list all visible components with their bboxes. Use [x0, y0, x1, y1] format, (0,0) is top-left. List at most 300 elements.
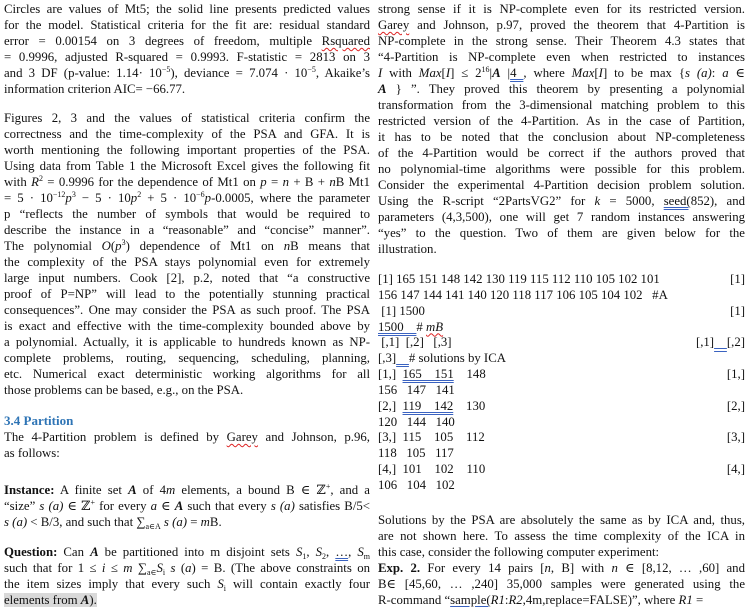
text-line: [378, 272, 745, 288]
text-run: 852), and: [690, 194, 745, 208]
text-run-i: p: [204, 191, 212, 205]
text-run: =: [266, 175, 283, 189]
text-run: ] ≤ 2: [450, 66, 482, 80]
text-run: with: [382, 66, 419, 80]
text-run: describe the instance in a “reasonable” and “concise” manner”.: [4, 223, 370, 237]
text-run: with: [4, 175, 32, 189]
text-run: restricted version of the 4-Partition. As in the case of Partition,: [378, 114, 745, 128]
text-run: the item sizes imply that every such: [4, 577, 218, 591]
text-run: consequences”. One may consider the PSA as such proof. The PSA: [4, 303, 370, 317]
text-run-u: [396, 351, 409, 365]
text-run-sup: 3: [121, 238, 126, 247]
text-run-b: Instance:: [4, 483, 55, 497]
text-run: [2,]: [378, 398, 403, 413]
text-line: [378, 304, 745, 320]
code-left: [378, 367, 486, 383]
text-line: [4, 318, 370, 334]
text-run: information criterion AIC= −66.77.: [4, 82, 186, 96]
text-run: A finite set: [54, 483, 129, 497]
text-run-sub: 1: [302, 552, 307, 561]
text-run: ∈ ℤ: [63, 499, 91, 513]
text-run: of the 4-Partition would be correct if the authors proved that: [378, 146, 745, 160]
text-run: (: [110, 239, 116, 253]
text-run-i: R1: [490, 593, 505, 607]
paragraph-experiment-2: [378, 560, 745, 608]
code-right: [730, 272, 745, 288]
text-run-u: 119 142: [402, 398, 454, 413]
text-line: [4, 429, 370, 445]
text-line: [378, 560, 745, 576]
text-run-u: 1500: [378, 319, 417, 334]
text-run-i: n: [611, 561, 618, 575]
text-run-i: s (a): [684, 66, 712, 80]
text-line: [4, 366, 370, 382]
text-run: the complexity of the PSA stays polynomial even for extremely: [4, 255, 370, 269]
text-run-sub: i: [223, 584, 227, 593]
text-line: [378, 193, 745, 209]
code-left: [378, 399, 485, 415]
text-line: [4, 445, 370, 461]
text-run: ∑: [132, 561, 147, 575]
text-run: =: [187, 515, 201, 529]
text-run: 120 144 140: [378, 414, 455, 429]
text-run: it has to be noted that the conclusion about NP-completeness: [378, 130, 745, 144]
code-right: [727, 430, 745, 446]
text-line: [378, 528, 745, 544]
code-left: [378, 415, 455, 431]
text-run: ∈: [728, 66, 745, 80]
text-run-h: ).: [89, 593, 97, 607]
text-run: # solutions by ICA: [408, 351, 506, 366]
text-line: [4, 286, 370, 302]
text-line: [378, 399, 745, 415]
paragraph-solutions-exp2: [378, 512, 745, 608]
text-run: satisfies B/5<: [294, 499, 370, 513]
text-run: [: [441, 66, 446, 80]
text-line: [378, 17, 745, 33]
text-run: such that every: [183, 499, 271, 513]
text-line: [4, 498, 370, 514]
text-run: 118 105 117: [378, 446, 454, 461]
text-line: [378, 383, 745, 399]
text-line: [378, 33, 745, 49]
text-run: those problems can be based, e.g., on the PSA.: [4, 383, 244, 397]
text-run: [2,]: [726, 398, 745, 413]
text-run: transformation from the 3-dimensional matching problem to this: [378, 98, 745, 112]
text-run-sub: i: [162, 568, 166, 577]
text-run: ,4m,replace=FALSE)”, where: [522, 593, 679, 607]
code-left: [378, 383, 455, 399]
text-run: , where: [523, 66, 572, 80]
text-line: [378, 81, 745, 97]
text-run: = 0.9996, adjusted R-squared = 0.9993. F-statistic = 2813 on 3: [4, 50, 370, 64]
text-line: [378, 462, 745, 478]
text-line: [378, 592, 745, 608]
text-run-sup: 16: [481, 65, 490, 74]
text-run-b: Exp. 2.: [378, 561, 421, 575]
paragraph-instance: [4, 482, 370, 530]
text-run-b: Question:: [4, 545, 58, 559]
text-run: and 3 DF (p-value: 1.14· 10: [4, 66, 162, 80]
text-run-hbi: A: [80, 593, 90, 607]
text-line: [4, 576, 370, 592]
text-run: [3,] 115 105 112: [378, 430, 485, 445]
text-line: [378, 97, 745, 113]
text-line: [4, 382, 370, 398]
text-line: [378, 113, 745, 129]
text-run: elements, a bound B ∈ ℤ: [175, 483, 326, 497]
text-run: #: [416, 319, 426, 334]
text-run: Using the R-script “2PartsVG2” for: [378, 194, 595, 208]
text-run: } ”. They proved this theorem by presenting a polynomial: [386, 82, 745, 96]
text-run: -0.0005, where the parameter: [211, 191, 370, 205]
text-run-i: Max: [571, 66, 595, 80]
text-line: [378, 1, 745, 17]
text-run-sup: −5: [161, 65, 171, 74]
text-run-i: s (a): [163, 515, 188, 529]
text-line: [4, 174, 370, 190]
text-line: [378, 241, 745, 257]
text-line: [378, 446, 745, 462]
text-run-i: n: [282, 175, 289, 189]
text-line: [4, 142, 370, 158]
text-run: this case, consider the following computer experiment:: [378, 545, 660, 559]
text-run-i: S: [357, 545, 364, 559]
text-run: B Mt1: [335, 175, 370, 189]
text-line: [4, 190, 370, 206]
code-right: [727, 399, 745, 415]
text-line: [378, 209, 745, 225]
text-run: B.: [209, 515, 222, 529]
text-run: Solutions by the PSA are absolutely the same as by ICA and, thus,: [378, 513, 745, 527]
text-run: and Johnson, p.97, proved the theorem that 4-Partition is: [409, 18, 745, 32]
text-run: Circles are values of Mt5; the solid line presents predicted values: [4, 2, 370, 16]
text-run: no polynomial-time algorithms were possible for this problem.: [378, 162, 745, 176]
text-run: 130: [453, 398, 486, 413]
text-run: as follows:: [4, 446, 60, 460]
text-run: The polynomial: [4, 239, 102, 253]
text-run-sub: m: [363, 552, 371, 561]
text-run-i: p: [260, 175, 267, 189]
text-line: [378, 367, 745, 383]
text-run-i: a: [150, 499, 158, 513]
text-run: correctness and the time-complexity of the PSA and GFA. It is: [4, 127, 370, 141]
text-line: [378, 225, 745, 241]
code-right: [727, 367, 745, 383]
text-line: [4, 1, 370, 17]
text-run: R-command “: [378, 593, 451, 607]
text-run: Using data from Table 1 the Microsoft Excel gives the following fit: [4, 159, 370, 173]
text-run: are not shown here. To assess the time complexity of the ICA in: [378, 529, 745, 543]
text-run: “4-Partition is NP-complete even when restricted to instances: [378, 50, 745, 64]
code-left: [378, 272, 660, 288]
text-run: illustration.: [378, 242, 437, 256]
text-run: proof of P=NP” will lead to the potentially stunning practical: [4, 287, 370, 301]
text-run: + B +: [288, 175, 330, 189]
code-left: [378, 446, 454, 462]
text-run: etc. Numerical exact deterministic working algorithms for all: [4, 367, 370, 381]
text-run: will contain exactly four: [226, 577, 370, 591]
text-run-i: p: [130, 191, 138, 205]
text-line: [378, 430, 745, 446]
text-run-i: s (a): [270, 499, 295, 513]
text-run-i: m: [166, 483, 176, 497]
paragraph-fit-statistics: [4, 1, 370, 97]
text-run-bi: A: [378, 82, 387, 96]
text-run-i: n: [329, 175, 336, 189]
text-run-u: sample(: [450, 593, 491, 607]
text-line: [4, 49, 370, 65]
text-run: , Akaike’s: [315, 66, 371, 80]
text-run-i: s (a): [4, 515, 28, 529]
text-line: [378, 320, 745, 336]
text-line: [4, 81, 370, 97]
text-run-i: p: [115, 239, 122, 253]
text-run: ), deviance = 7.074 · 10: [170, 66, 308, 80]
text-run-i: O: [101, 239, 111, 253]
text-run: Consider the experimental 4-Partition decision problem solution.: [378, 178, 745, 192]
text-run: is exact and effective with the time-complexity bounded above by: [4, 319, 370, 333]
paragraph-solutions: [378, 512, 745, 560]
text-run: such that for 1 ≤: [4, 561, 102, 575]
text-line: [378, 512, 745, 528]
text-run: , and a: [330, 483, 370, 497]
text-line: [4, 17, 370, 33]
text-run-sq: Rsquared: [321, 34, 370, 48]
text-run: [3,]: [726, 430, 745, 445]
code-left: [378, 288, 668, 304]
paragraph-psa-properties: [4, 110, 370, 398]
text-run-i: I: [598, 66, 603, 80]
text-line: [4, 560, 370, 576]
text-run-i: S: [315, 545, 323, 559]
text-run: [1] 1500: [378, 303, 425, 318]
text-run-h: elements from: [4, 593, 81, 607]
text-run-i: s (a): [39, 499, 64, 513]
text-run: [1] 165 151 148 142 130 119 115 112 110 105 102 101: [378, 272, 660, 286]
text-run: for the model. Statistical criteria for the fit are: residual standard: [4, 18, 370, 32]
text-run: ∈ [8,12, … ,60] and: [617, 561, 745, 575]
text-run: [,3]: [378, 351, 397, 366]
text-run: ,: [326, 545, 336, 559]
text-line: [378, 288, 745, 304]
text-run: ≤: [105, 561, 124, 575]
text-run: [,1] [,2] [,3]: [378, 335, 452, 350]
text-line: [378, 129, 745, 145]
text-run-i: S: [156, 561, 163, 575]
text-run: ) dependence of Mt1 on: [125, 239, 284, 253]
text-run: NP-complete in the strong sense. Their Theorem 4.3 states that: [378, 34, 745, 48]
text-run-sup: −12: [52, 190, 66, 199]
text-run-i: n: [544, 561, 551, 575]
text-run-i: p: [65, 191, 72, 205]
text-run-sup: −6: [196, 190, 205, 199]
paragraph-partition-definition: [4, 429, 370, 461]
text-run-sub: a∈A: [145, 522, 161, 531]
text-run: [4,]: [726, 462, 745, 477]
text-run-i: I: [445, 66, 451, 80]
text-run-sup: 2: [38, 174, 43, 183]
text-run: large input numbers. Cook [2], p.2, noted that “a constructive: [4, 271, 370, 285]
text-run: B means that: [290, 239, 370, 253]
text-run: of 4: [136, 483, 166, 497]
text-run: complete problems, routing, sequencing, scheduling, planning,: [4, 351, 370, 365]
text-run-i: m: [123, 561, 133, 575]
text-run: (: [175, 561, 186, 575]
code-right: [727, 462, 745, 478]
text-line: [4, 238, 370, 254]
text-run-u: seed(: [663, 194, 691, 208]
code-left: [378, 335, 452, 351]
text-run-u: …: [335, 545, 349, 559]
code-right: [730, 304, 745, 320]
text-run-u: [714, 335, 727, 349]
text-run-i: a: [185, 561, 192, 575]
text-run-i: s: [170, 561, 176, 575]
text-run: |: [500, 66, 511, 80]
text-run: “yes” to the question. Two of them are given below for the: [378, 226, 745, 240]
text-run: |: [489, 66, 493, 80]
text-line: [378, 65, 745, 81]
text-run: Can: [57, 545, 91, 559]
text-line: [378, 161, 745, 177]
text-run: :: [711, 66, 723, 80]
text-run: [4,] 101 102 110: [378, 462, 486, 477]
text-run: 148: [453, 367, 486, 382]
text-run: B∈ [45,60, … ,240] 35,000 samples were generated using the: [378, 577, 745, 591]
text-run: The 4-Partition problem is defined by: [4, 430, 227, 444]
text-run-i: i: [101, 561, 106, 575]
text-run-bi: A: [90, 545, 99, 559]
code-left: [378, 430, 485, 446]
text-line: [4, 126, 370, 142]
text-run: , B] with: [550, 561, 612, 575]
code-left: [378, 304, 425, 320]
text-line: [4, 514, 370, 530]
text-line: [378, 49, 745, 65]
text-line: [378, 335, 745, 351]
text-line: [4, 110, 370, 126]
text-run: Figures 2, 3 and the values of statistical criteria confirm the: [4, 111, 370, 125]
text-run-sqi: mB: [426, 319, 444, 334]
text-run-u: 165 151: [402, 367, 454, 382]
text-run: strong sense if it is NP-complete even for its restricted version.: [378, 2, 745, 16]
text-run: parameters (4,3,500), one will get 7 random instances answering: [378, 210, 745, 224]
text-line: [378, 177, 745, 193]
text-run: 156 147 144 141 140 120 118 117 106 105 104 102 #A: [378, 287, 668, 302]
text-line: [378, 576, 745, 592]
text-line: [4, 270, 370, 286]
text-run: and Johnson, p.96,: [257, 430, 370, 444]
text-run: “size”: [4, 499, 40, 513]
text-run: For every 14 pairs [: [420, 561, 545, 575]
text-line: [4, 206, 370, 222]
text-run: [: [594, 66, 599, 80]
text-run: ,: [348, 545, 358, 559]
text-run-sup: −5: [307, 65, 316, 74]
text-run-sup: 3: [71, 190, 76, 199]
text-run: worth mentioning the following important properties of the PSA.: [4, 143, 370, 157]
paragraph-question: [4, 544, 370, 608]
text-run: ∈: [157, 499, 175, 513]
text-run: = 0.9996 for the dependence of Mt1 on: [42, 175, 261, 189]
text-run: = 5000,: [600, 194, 664, 208]
text-run: [,1]: [695, 335, 715, 350]
text-run-i: S: [217, 577, 224, 591]
text-run-i: k: [594, 194, 601, 208]
text-run: 106 104 102: [378, 477, 455, 492]
text-run: 156 147 141: [378, 382, 455, 397]
text-run: a polynomial. Actually, it is applicable to hundreds known as NP-: [4, 335, 370, 349]
text-run: error = 0.00154 on 3 degrees of freedom, multiple: [4, 34, 322, 48]
text-run: for every: [94, 499, 151, 513]
text-line: [4, 65, 370, 81]
text-run-i: n: [283, 239, 291, 253]
text-run-sq: Garey: [226, 430, 258, 444]
code-left: [378, 320, 443, 336]
text-line: [378, 145, 745, 161]
text-run: :: [504, 593, 509, 607]
text-line: [4, 482, 370, 498]
text-run-i: R1: [678, 593, 693, 607]
text-line: [378, 544, 745, 560]
text-line: [4, 302, 370, 318]
text-run-sup: 2: [137, 190, 142, 199]
text-run-i: R: [31, 175, 39, 189]
paragraph-strong-np: [378, 1, 745, 257]
text-run-bi: A: [174, 499, 184, 513]
text-run-u: 4: [510, 66, 524, 80]
text-run: p “reflects the number of symbols that would be required to: [4, 207, 370, 221]
text-run-i: S: [295, 545, 303, 559]
text-run-i: R2: [508, 593, 523, 607]
text-run: [1,]: [378, 367, 403, 382]
text-run: [,2]: [726, 335, 745, 350]
text-run-sq: Garey: [378, 18, 410, 32]
text-run-sup: +: [90, 498, 95, 507]
text-run: [1,]: [726, 367, 745, 382]
text-run: ] to be max {: [602, 66, 685, 80]
text-line: [4, 158, 370, 174]
code-left: [378, 462, 485, 478]
text-run-i: a: [722, 66, 729, 80]
code-right: [696, 335, 745, 351]
text-run: + 5 · 10: [141, 191, 197, 205]
text-line: [4, 544, 370, 560]
text-run: ,: [306, 545, 316, 559]
text-run-i: m: [200, 515, 210, 529]
text-line: [378, 478, 745, 494]
text-run: − 5 · 10: [75, 191, 131, 205]
text-line: [378, 415, 745, 431]
text-run: [1]: [730, 303, 745, 318]
code-left: [378, 351, 506, 367]
text-run-i: Max: [418, 66, 442, 80]
text-run-bi: A: [492, 66, 501, 80]
text-line: [4, 254, 370, 270]
r-output-block: [378, 272, 745, 494]
code-left: [378, 478, 455, 494]
text-line: [4, 334, 370, 350]
text-run-bi: A: [128, 483, 137, 497]
text-run: = 5 · 10: [4, 191, 53, 205]
text-line: [4, 592, 370, 608]
text-line: [4, 222, 370, 238]
text-run-sub: 2: [322, 552, 327, 561]
text-run: < B/3, and such that ∑: [27, 515, 146, 529]
text-run-sub: a∈: [147, 568, 157, 577]
text-run-sup: +: [325, 482, 331, 491]
